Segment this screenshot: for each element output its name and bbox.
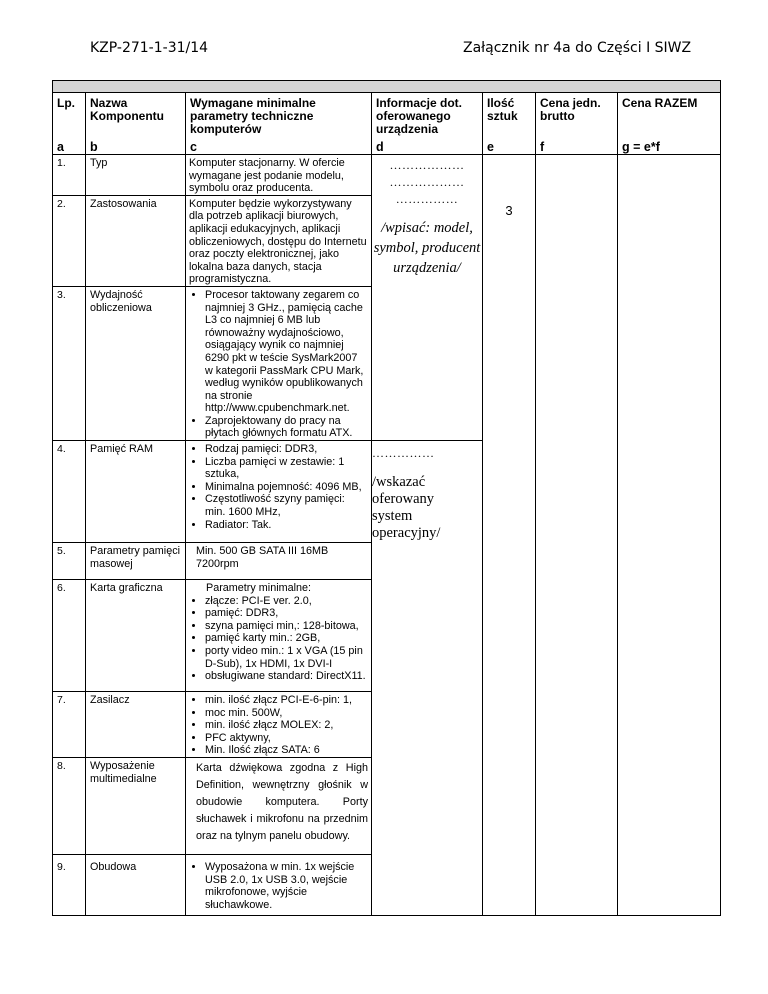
requirement-item: • Procesor taktowany zegarem co najmniej 3 GHz., pamięcią cache L3 co najmniej 6 MB lub równoważny wydajnościowo, osiągający wynik co najmniej 6290 pkt w teście SysMark2007 w kategorii PassMark CPU Mark, według wyników opublikowanych na stronie http://www.cpubenchmark.net. xyxy=(205,289,368,415)
col-letter-a: a xyxy=(53,139,86,155)
col-letter-d: d xyxy=(372,139,483,155)
component-requirements: Komputer będzie wykorzystywany dla potrzeb aplikacji biurowych, aplikacji edukacyjnych, aplikacji obliczeniowych, dostępu do Internetu oraz poczty elektronicznej, jako lokalna baza danych, stacja programistyczna. xyxy=(186,195,372,286)
document-reference: KZP-271-1-31/14 xyxy=(90,40,209,56)
fill-in-dots: …………… xyxy=(395,192,459,206)
fill-in-dots: ……………… xyxy=(389,158,465,172)
col-letter-c: c xyxy=(186,139,372,155)
header-gray-band xyxy=(53,81,721,93)
requirement-item: • obsługiwane standard: DirectX11. xyxy=(205,670,368,683)
column-letter-row xyxy=(53,139,721,155)
requirement-item: • Liczba pamięci w zestawie: 1 sztuka, xyxy=(205,456,368,481)
os-info-cell xyxy=(372,441,483,916)
fill-in-dots: …………… xyxy=(372,446,435,461)
col-header-info: Informacje dot. oferowanego urządzenia xyxy=(372,93,483,140)
quantity-value: 3 xyxy=(505,203,513,218)
component-name: Wyposażenie multimedialne xyxy=(86,758,186,855)
table-row xyxy=(53,155,721,196)
component-requirements xyxy=(186,441,372,543)
requirement-item: • Min. Ilość złącz SATA: 6 xyxy=(205,744,368,757)
row-number: 3. xyxy=(53,286,86,440)
row-number: 9. xyxy=(53,855,86,916)
component-requirements xyxy=(186,855,372,916)
component-name: Zastosowania xyxy=(86,195,186,286)
col-letter-f: f xyxy=(536,139,618,155)
row-number: 7. xyxy=(53,692,86,758)
component-requirements: Min. 500 GB SATA III 16MB 7200rpm xyxy=(186,543,372,580)
requirement-item: • Wyposażona w min. 1x wejście USB 2.0, 1x USB 3.0, wejście mikrofonowe, wyjście słuchawkowe. xyxy=(205,861,368,911)
component-name: Typ xyxy=(86,155,186,196)
requirement-item: • Częstotliwość szyny pamięci: min. 1600 MHz, xyxy=(205,493,368,518)
col-letter-b: b xyxy=(86,139,186,155)
requirement-item: • Minimalna pojemność: 4096 MB, xyxy=(205,481,368,494)
col-header-total: Cena RAZEM xyxy=(618,93,721,140)
component-name: Pamięć RAM xyxy=(86,441,186,543)
col-letter-g: g = e*f xyxy=(618,139,721,155)
requirement-item: • PFC aktywny, xyxy=(205,732,368,745)
row-number: 4. xyxy=(53,441,86,543)
spec-table xyxy=(52,80,721,916)
component-requirements xyxy=(186,286,372,440)
component-name: Parametry pamięci masowej xyxy=(86,543,186,580)
requirement-item: • pamięć: DDR3, xyxy=(205,607,368,620)
component-name: Wydajność obliczeniowa xyxy=(86,286,186,440)
row-number: 5. xyxy=(53,543,86,580)
row-number: 2. xyxy=(53,195,86,286)
component-name: Karta graficzna xyxy=(86,580,186,692)
quantity-cell xyxy=(483,155,536,916)
requirement-item: • złącze: PCI-E ver. 2.0, xyxy=(205,595,368,608)
col-letter-e: e xyxy=(483,139,536,155)
unit-price-cell xyxy=(536,155,618,916)
col-header-name: Nazwa Komponentu xyxy=(86,93,186,140)
col-header-quantity: Ilość sztuk xyxy=(483,93,536,140)
requirement-item: • min. ilość złącz MOLEX: 2, xyxy=(205,719,368,732)
row-number: 1. xyxy=(53,155,86,196)
component-name: Zasilacz xyxy=(86,692,186,758)
component-requirements xyxy=(186,580,372,692)
header-band xyxy=(53,81,721,93)
requirement-item: • moc min. 500W, xyxy=(205,707,368,720)
col-header-lp: Lp. xyxy=(53,93,86,140)
annex-title: Załącznik nr 4a do Części I SIWZ xyxy=(463,40,692,56)
requirement-item: • pamięć karty min.: 2GB, xyxy=(205,632,368,645)
component-requirements: Komputer stacjonarny. W ofercie wymagane jest podanie modelu, symbolu oraz producenta. xyxy=(186,155,372,196)
total-price-cell xyxy=(618,155,721,916)
component-requirements: Karta dźwiękowa zgodna z High Definition, wewnętrzny głośnik w obudowie komputera. Porty słuchawek i mikrofonu na przednim oraz na tylnym panelu obudowy. xyxy=(186,758,372,855)
column-header-row xyxy=(53,93,721,140)
fill-in-dots: ……………… xyxy=(389,175,465,189)
component-name: Obudowa xyxy=(86,855,186,916)
col-header-unit-price: Cena jedn. brutto xyxy=(536,93,618,140)
row-number: 8. xyxy=(53,758,86,855)
component-requirements xyxy=(186,692,372,758)
requirement-item: • Radiator: Tak. xyxy=(205,519,368,532)
requirement-item: • Zaprojektowany do pracy na płytach głównych formatu ATX. xyxy=(205,415,368,440)
row-number: 6. xyxy=(53,580,86,692)
requirement-item: • Rodzaj pamięci: DDR3, xyxy=(205,443,368,456)
os-info-instruction: /wskazać oferowany system operacyjny/ xyxy=(372,474,441,542)
requirement-item: • szyna pamięci min,: 128-bitowa, xyxy=(205,620,368,633)
requirement-item: • min. ilość złącz PCI-E-6-pin: 1, xyxy=(205,694,368,707)
device-info-instruction: /wpisać: model, symbol, producent urządzenia/ xyxy=(373,220,481,276)
requirement-item: • porty video min.: 1 x VGA (15 pin D-Sub), 1x HDMI, 1x DVI-I xyxy=(205,645,368,670)
col-header-requirements: Wymagane minimalne parametry techniczne komputerów xyxy=(186,93,372,140)
requirement-intro: Parametry minimalne: xyxy=(206,582,312,595)
device-info-cell xyxy=(372,155,483,441)
